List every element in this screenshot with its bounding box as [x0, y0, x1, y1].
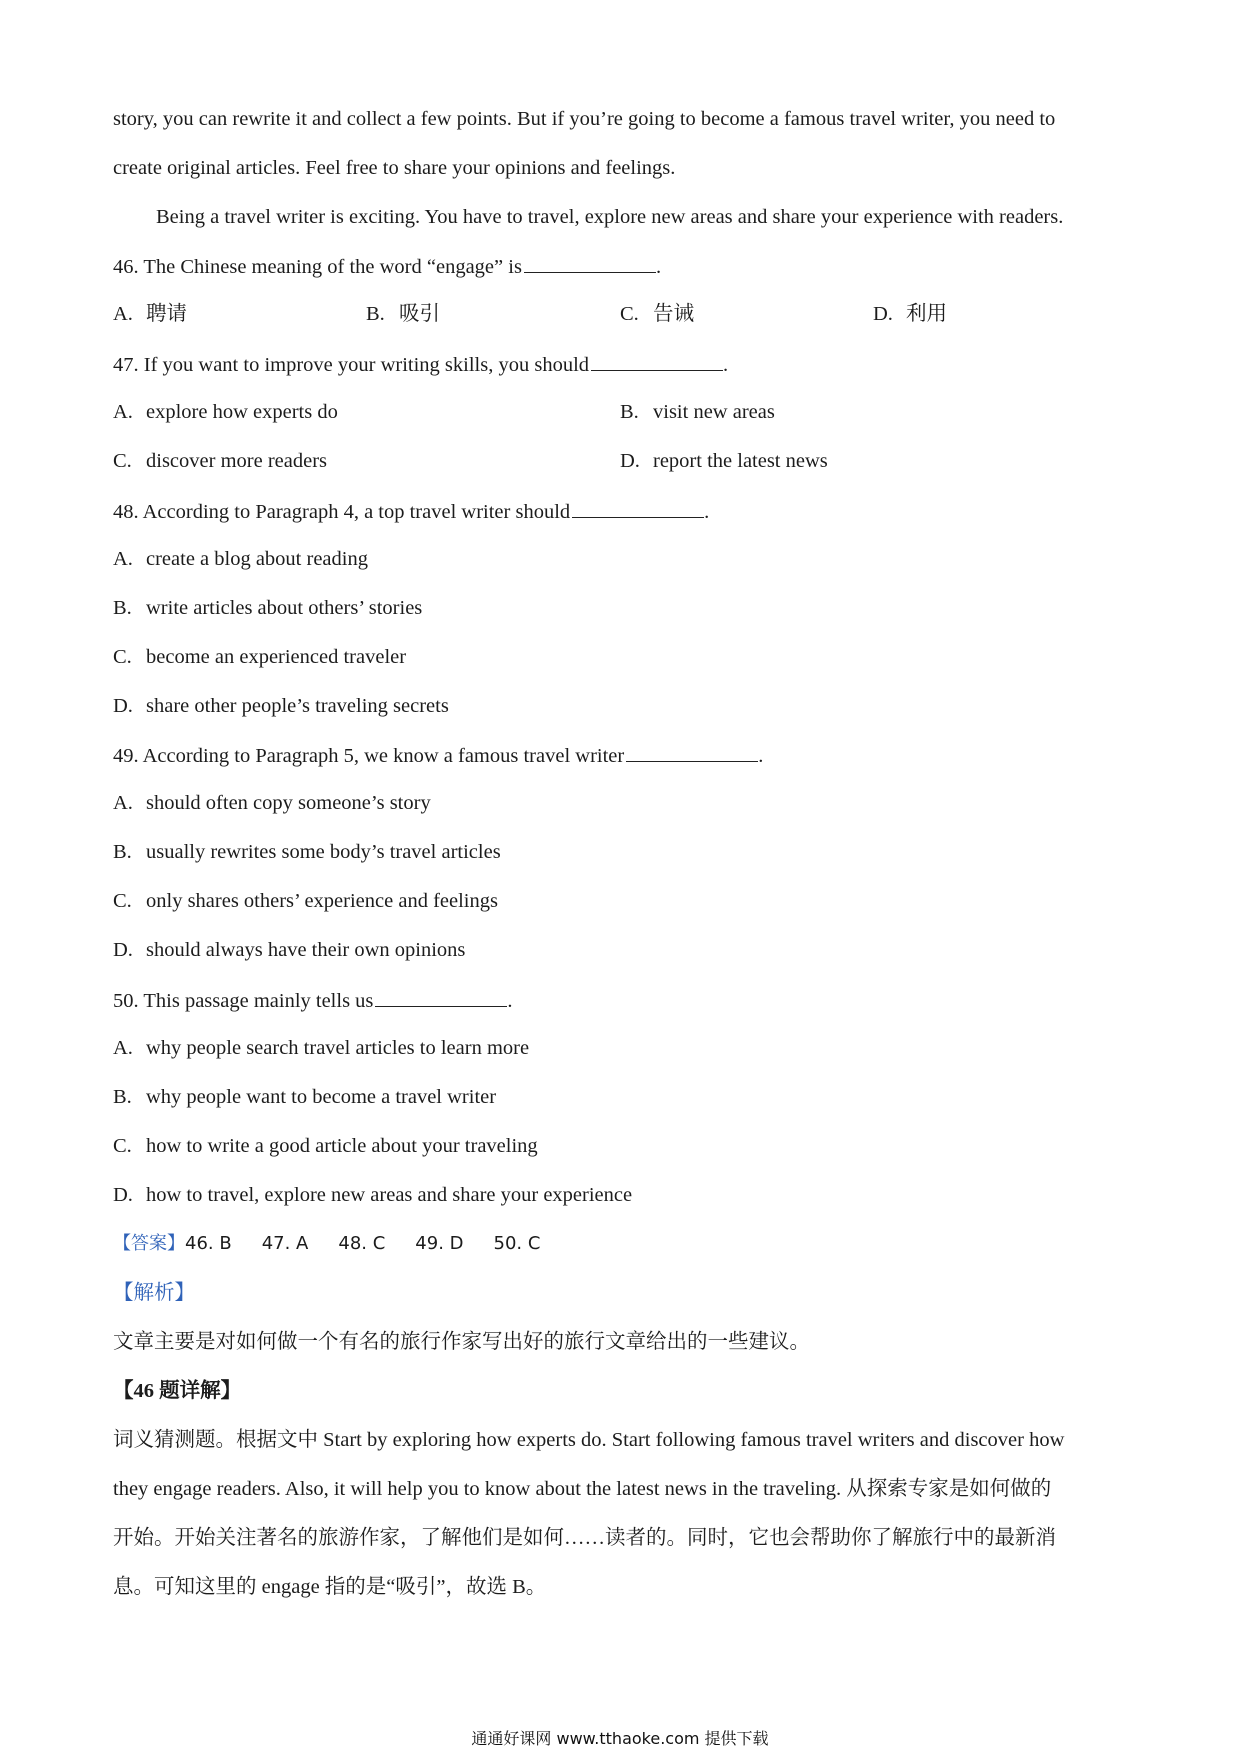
- answer-item: 46. B: [185, 1233, 232, 1254]
- answer-blank: [375, 986, 507, 1007]
- answer-key: [113, 1231, 570, 1257]
- answer-blank: [591, 350, 723, 371]
- passage-line: Being a travel writer is exciting. You have to travel, explore new areas and share your experience with readers.: [156, 206, 1064, 228]
- question-46: [113, 252, 661, 280]
- analysis-summary: 文章主要是对如何做一个有名的旅行作家写出好的旅行文章给出的一些建议。: [113, 1331, 810, 1353]
- option-b: B. usually rewrites some body’s travel articles: [113, 841, 501, 863]
- option-c: C. discover more readers: [113, 450, 327, 472]
- question-47: [113, 350, 728, 378]
- option-d: D. report the latest news: [620, 450, 828, 472]
- option-c: C. 告诫: [620, 303, 694, 325]
- option-d: D. should always have their own opinions: [113, 939, 466, 961]
- question-50: [113, 986, 513, 1014]
- detail-line: 开始。开始关注著名的旅游作家，了解他们是如何……读者的。同时，它也会帮助你了解旅行中的最新消: [113, 1527, 1056, 1549]
- page-footer: 通通好课网 www.tthaoke.com 提供下载: [471, 1729, 769, 1748]
- option-a: A. 聘请: [113, 303, 187, 325]
- question-end: .: [723, 354, 729, 376]
- answer-item: 48. C: [338, 1233, 386, 1254]
- question-end: .: [655, 256, 662, 278]
- analysis-label: 【解析】: [113, 1282, 195, 1304]
- answer-blank: [626, 741, 758, 762]
- answer-blank: [572, 497, 704, 518]
- answer-item: 47. A: [261, 1233, 309, 1254]
- question-stem: 50. This passage mainly tells us: [113, 990, 374, 1012]
- option-d: D. share other people’s traveling secrets: [113, 695, 449, 717]
- passage-line: story, you can rewrite it and collect a few points. But if you’re going to become a famous travel writer, you need to: [113, 108, 1056, 130]
- option-c: C. only shares others’ experience and feelings: [113, 890, 498, 912]
- option-c: C. become an experienced traveler: [113, 646, 407, 668]
- answer-item: 49. D: [415, 1233, 464, 1254]
- answer-blank: [524, 252, 656, 273]
- question-48: [113, 497, 709, 525]
- option-a: A. should often copy someone’s story: [113, 792, 431, 814]
- question-49: [113, 741, 763, 769]
- options-row: [113, 301, 1133, 327]
- option-d: D. 利用: [873, 303, 947, 325]
- answer-label: 【答案】: [113, 1233, 185, 1254]
- option-b: B. 吸引: [366, 303, 440, 325]
- option-a: A. create a blog about reading: [113, 548, 368, 570]
- option-c: C. how to write a good article about your traveling: [113, 1135, 538, 1157]
- option-d: D. how to travel, explore new areas and share your experience: [113, 1184, 633, 1206]
- option-b: B. write articles about others’ stories: [113, 597, 423, 619]
- passage-line: create original articles. Feel free to share your opinions and feelings.: [113, 157, 676, 179]
- question-end: .: [507, 990, 513, 1012]
- detail-line: they engage readers. Also, it will help you to know about the latest news in the traveling. 从探索专家是如何做的: [113, 1478, 1052, 1500]
- detail-line: 词义猜测题。根据文中 Start by exploring how experts do. Start following famous travel writers and discover how: [113, 1429, 1065, 1451]
- question-stem: 48. According to Paragraph 4, a top travel writer should: [113, 501, 571, 523]
- option-a: A. why people search travel articles to learn more: [113, 1037, 530, 1059]
- question-stem: 46. The Chinese meaning of the word “engage” is: [113, 256, 522, 278]
- option-b: B. visit new areas: [620, 401, 775, 423]
- question-stem: 49. According to Paragraph 5, we know a famous travel writer: [113, 745, 625, 767]
- question-end: .: [704, 501, 710, 523]
- option-a: A. explore how experts do: [113, 401, 338, 423]
- answer-item: 50. C: [493, 1233, 541, 1254]
- question-stem: 47. If you want to improve your writing skills, you should: [113, 354, 590, 376]
- detail-heading: 【46 题详解】: [113, 1380, 242, 1402]
- question-end: .: [758, 745, 764, 767]
- option-b: B. why people want to become a travel writer: [113, 1086, 497, 1108]
- detail-line: 息。可知这里的 engage 指的是“吸引”，故选 B。: [113, 1576, 547, 1598]
